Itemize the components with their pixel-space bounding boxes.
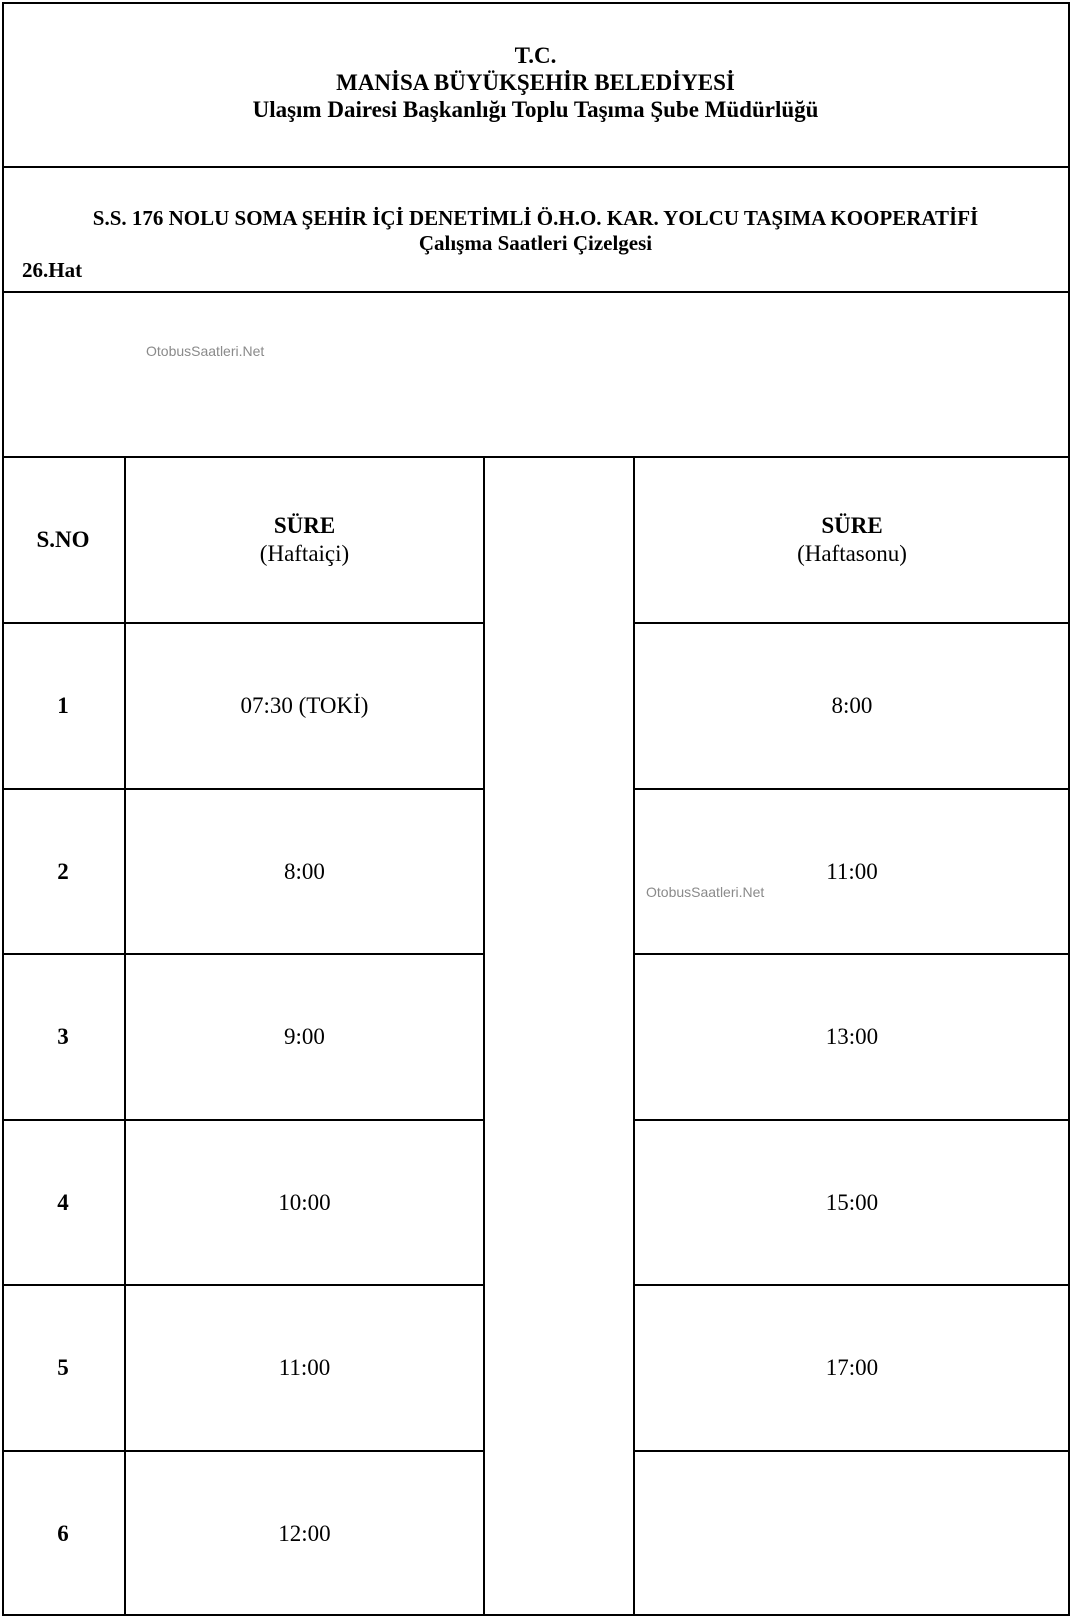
row-number: 6 <box>57 1521 69 1546</box>
divider <box>2 291 1070 293</box>
weekday-time: 12:00 <box>278 1521 331 1546</box>
divider <box>2 166 1070 168</box>
weekday-time: 8:00 <box>284 859 325 884</box>
route-label: 26.Hat <box>22 258 83 282</box>
weekday-time: 07:30 (TOKİ) <box>240 693 369 718</box>
header-weekend <box>635 458 1069 622</box>
row-number: 1 <box>57 693 69 718</box>
weekend-time: 17:00 <box>825 1355 879 1380</box>
header-weekday <box>126 458 483 622</box>
row-number: 3 <box>57 1024 69 1049</box>
header-sno: S.NO <box>36 527 90 552</box>
header-weekday-title: SÜRE <box>273 513 336 538</box>
header-municipality: MANİSA BÜYÜKŞEHİR BELEDİYESİ <box>336 70 735 95</box>
header-department: Ulaşım Dairesi Başkanlığı Toplu Taşıma Şube Müdürlüğü <box>252 97 819 122</box>
weekend-time: 15:00 <box>825 1190 879 1215</box>
weekday-time: 11:00 <box>278 1355 331 1380</box>
watermark-text: OtobusSaatleri.Net <box>646 884 765 900</box>
weekday-time: 9:00 <box>284 1024 325 1049</box>
schedule-title: Çalışma Saatleri Çizelgesi <box>418 231 653 255</box>
weekend-time <box>635 1452 1069 1616</box>
header-weekday-sub: (Haftaiçi) <box>259 541 350 566</box>
header-weekend-sub: (Haftasonu) <box>797 541 907 566</box>
header-weekend-title: SÜRE <box>821 513 883 538</box>
weekend-time: 8:00 <box>831 693 873 718</box>
weekend-time: 11:00 <box>826 859 878 884</box>
weekday-time: 10:00 <box>278 1190 331 1215</box>
header-tc: T.C. <box>514 43 557 68</box>
row-number: 4 <box>57 1190 69 1215</box>
row-number: 5 <box>57 1355 69 1380</box>
watermark-text: OtobusSaatleri.Net <box>146 343 265 359</box>
row-number: 2 <box>57 859 69 884</box>
weekend-time: 13:00 <box>825 1024 879 1049</box>
cooperative-name: S.S. 176 NOLU SOMA ŞEHİR İÇİ DENETİMLİ Ö.H.O. KAR. YOLCU TAŞIMA KOOPERATİFİ <box>92 206 979 230</box>
column-divider <box>483 456 485 1616</box>
